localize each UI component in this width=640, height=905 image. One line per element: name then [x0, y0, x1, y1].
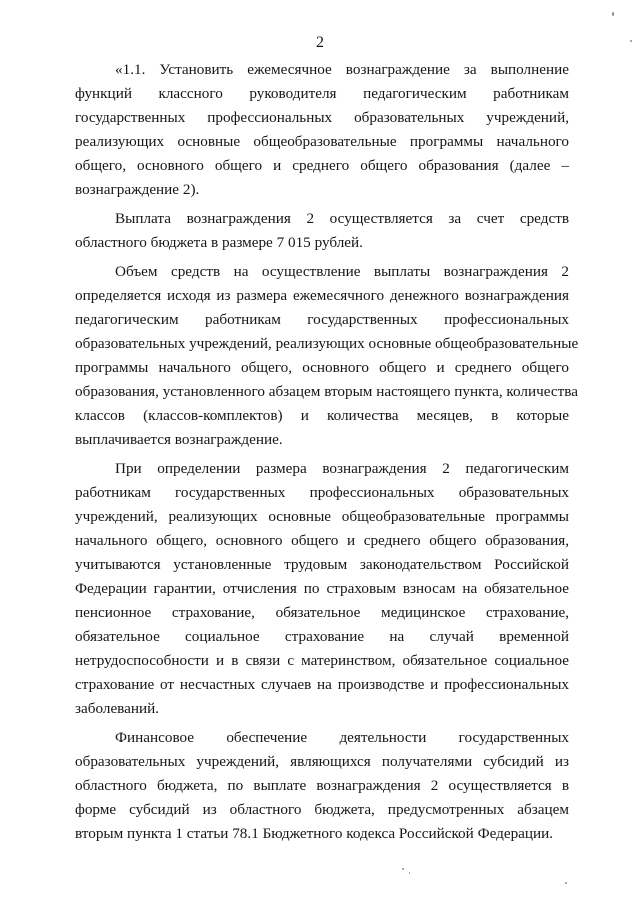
paragraph-2	[75, 207, 569, 255]
text-line: областного бюджета, по выплате вознаграждения 2 осуществляется в	[75, 777, 569, 794]
scan-speck	[565, 882, 567, 884]
page-number: 2	[316, 34, 324, 51]
paragraph-1	[75, 58, 569, 202]
text-line: пенсионное страхование, обязательное медицинское страхование,	[75, 604, 569, 621]
scan-speck	[630, 40, 632, 42]
text-line: начального общего, основного общего и среднего общего образования,	[75, 532, 569, 549]
text-line: педагогическим работникам государственных профессиональных	[75, 311, 569, 328]
text-line: «1.1. Установить ежемесячное вознаграждение за выполнение	[115, 61, 569, 78]
text-line: определяется исходя из размера ежемесячного денежного вознаграждения	[75, 287, 569, 304]
text-line: образования, установленного абзацем вторым настоящего пункта, количества	[75, 383, 578, 400]
paragraph-4	[75, 457, 569, 721]
text-line: Выплата вознаграждения 2 осуществляется за счет средств	[115, 210, 569, 227]
text-line: Федерации гарантии, отчисления по страховым взносам на обязательное	[75, 580, 569, 597]
scan-speck	[612, 12, 614, 16]
text-line: учреждений, реализующих основные общеобразовательные программы	[75, 508, 569, 525]
text-line: государственных профессиональных образовательных учреждений,	[75, 109, 569, 126]
text-line: форме субсидий из областного бюджета, предусмотренных абзацем	[75, 801, 569, 818]
text-line: функций классного руководителя педагогическим работникам	[75, 85, 569, 102]
paragraph-5	[75, 726, 569, 846]
text-line: обязательное социальное страхование на случай временной	[75, 628, 569, 645]
text-line: программы начального общего, основного общего и среднего общего	[75, 359, 569, 376]
text-line: классов (классов-комплектов) и количества месяцев, в которые	[75, 407, 569, 424]
paragraph-3	[75, 260, 579, 452]
text-line: нетрудоспособности и в связи с материнством, обязательное социальное	[75, 652, 569, 669]
text-line: страхование от несчастных случаев на производстве и профессиональных	[75, 676, 569, 693]
text-line: образовательных учреждений, являющихся получателями субсидий из	[75, 753, 569, 770]
text-line: областного бюджета в размере 7 015 рублей.	[75, 234, 363, 251]
text-line: образовательных учреждений, реализующих основные общеобразовательные	[75, 335, 579, 352]
text-line: реализующих основные общеобразовательные программы начального	[75, 133, 569, 150]
text-line: вознаграждение 2).	[75, 181, 200, 198]
document-body	[75, 58, 579, 846]
text-line: При определении размера вознаграждения 2 педагогическим	[115, 460, 569, 477]
text-line: общего, основного общего и среднего общего образования (далее –	[75, 157, 569, 174]
text-line: Объем средств на осуществление выплаты вознаграждения 2	[115, 263, 569, 280]
text-line: заболеваний.	[75, 700, 160, 717]
text-line: работникам государственных профессиональных образовательных	[75, 484, 569, 501]
scan-speck	[402, 868, 404, 870]
scan-speck	[409, 872, 410, 874]
text-line: Финансовое обеспечение деятельности государственных	[115, 729, 569, 746]
text-line: вторым пункта 1 статьи 78.1 Бюджетного кодекса Российской Федерации.	[75, 825, 554, 842]
text-line: учитываются установленные трудовым законодательством Российской	[75, 556, 569, 573]
text-line: выплачивается вознаграждение.	[75, 431, 283, 448]
